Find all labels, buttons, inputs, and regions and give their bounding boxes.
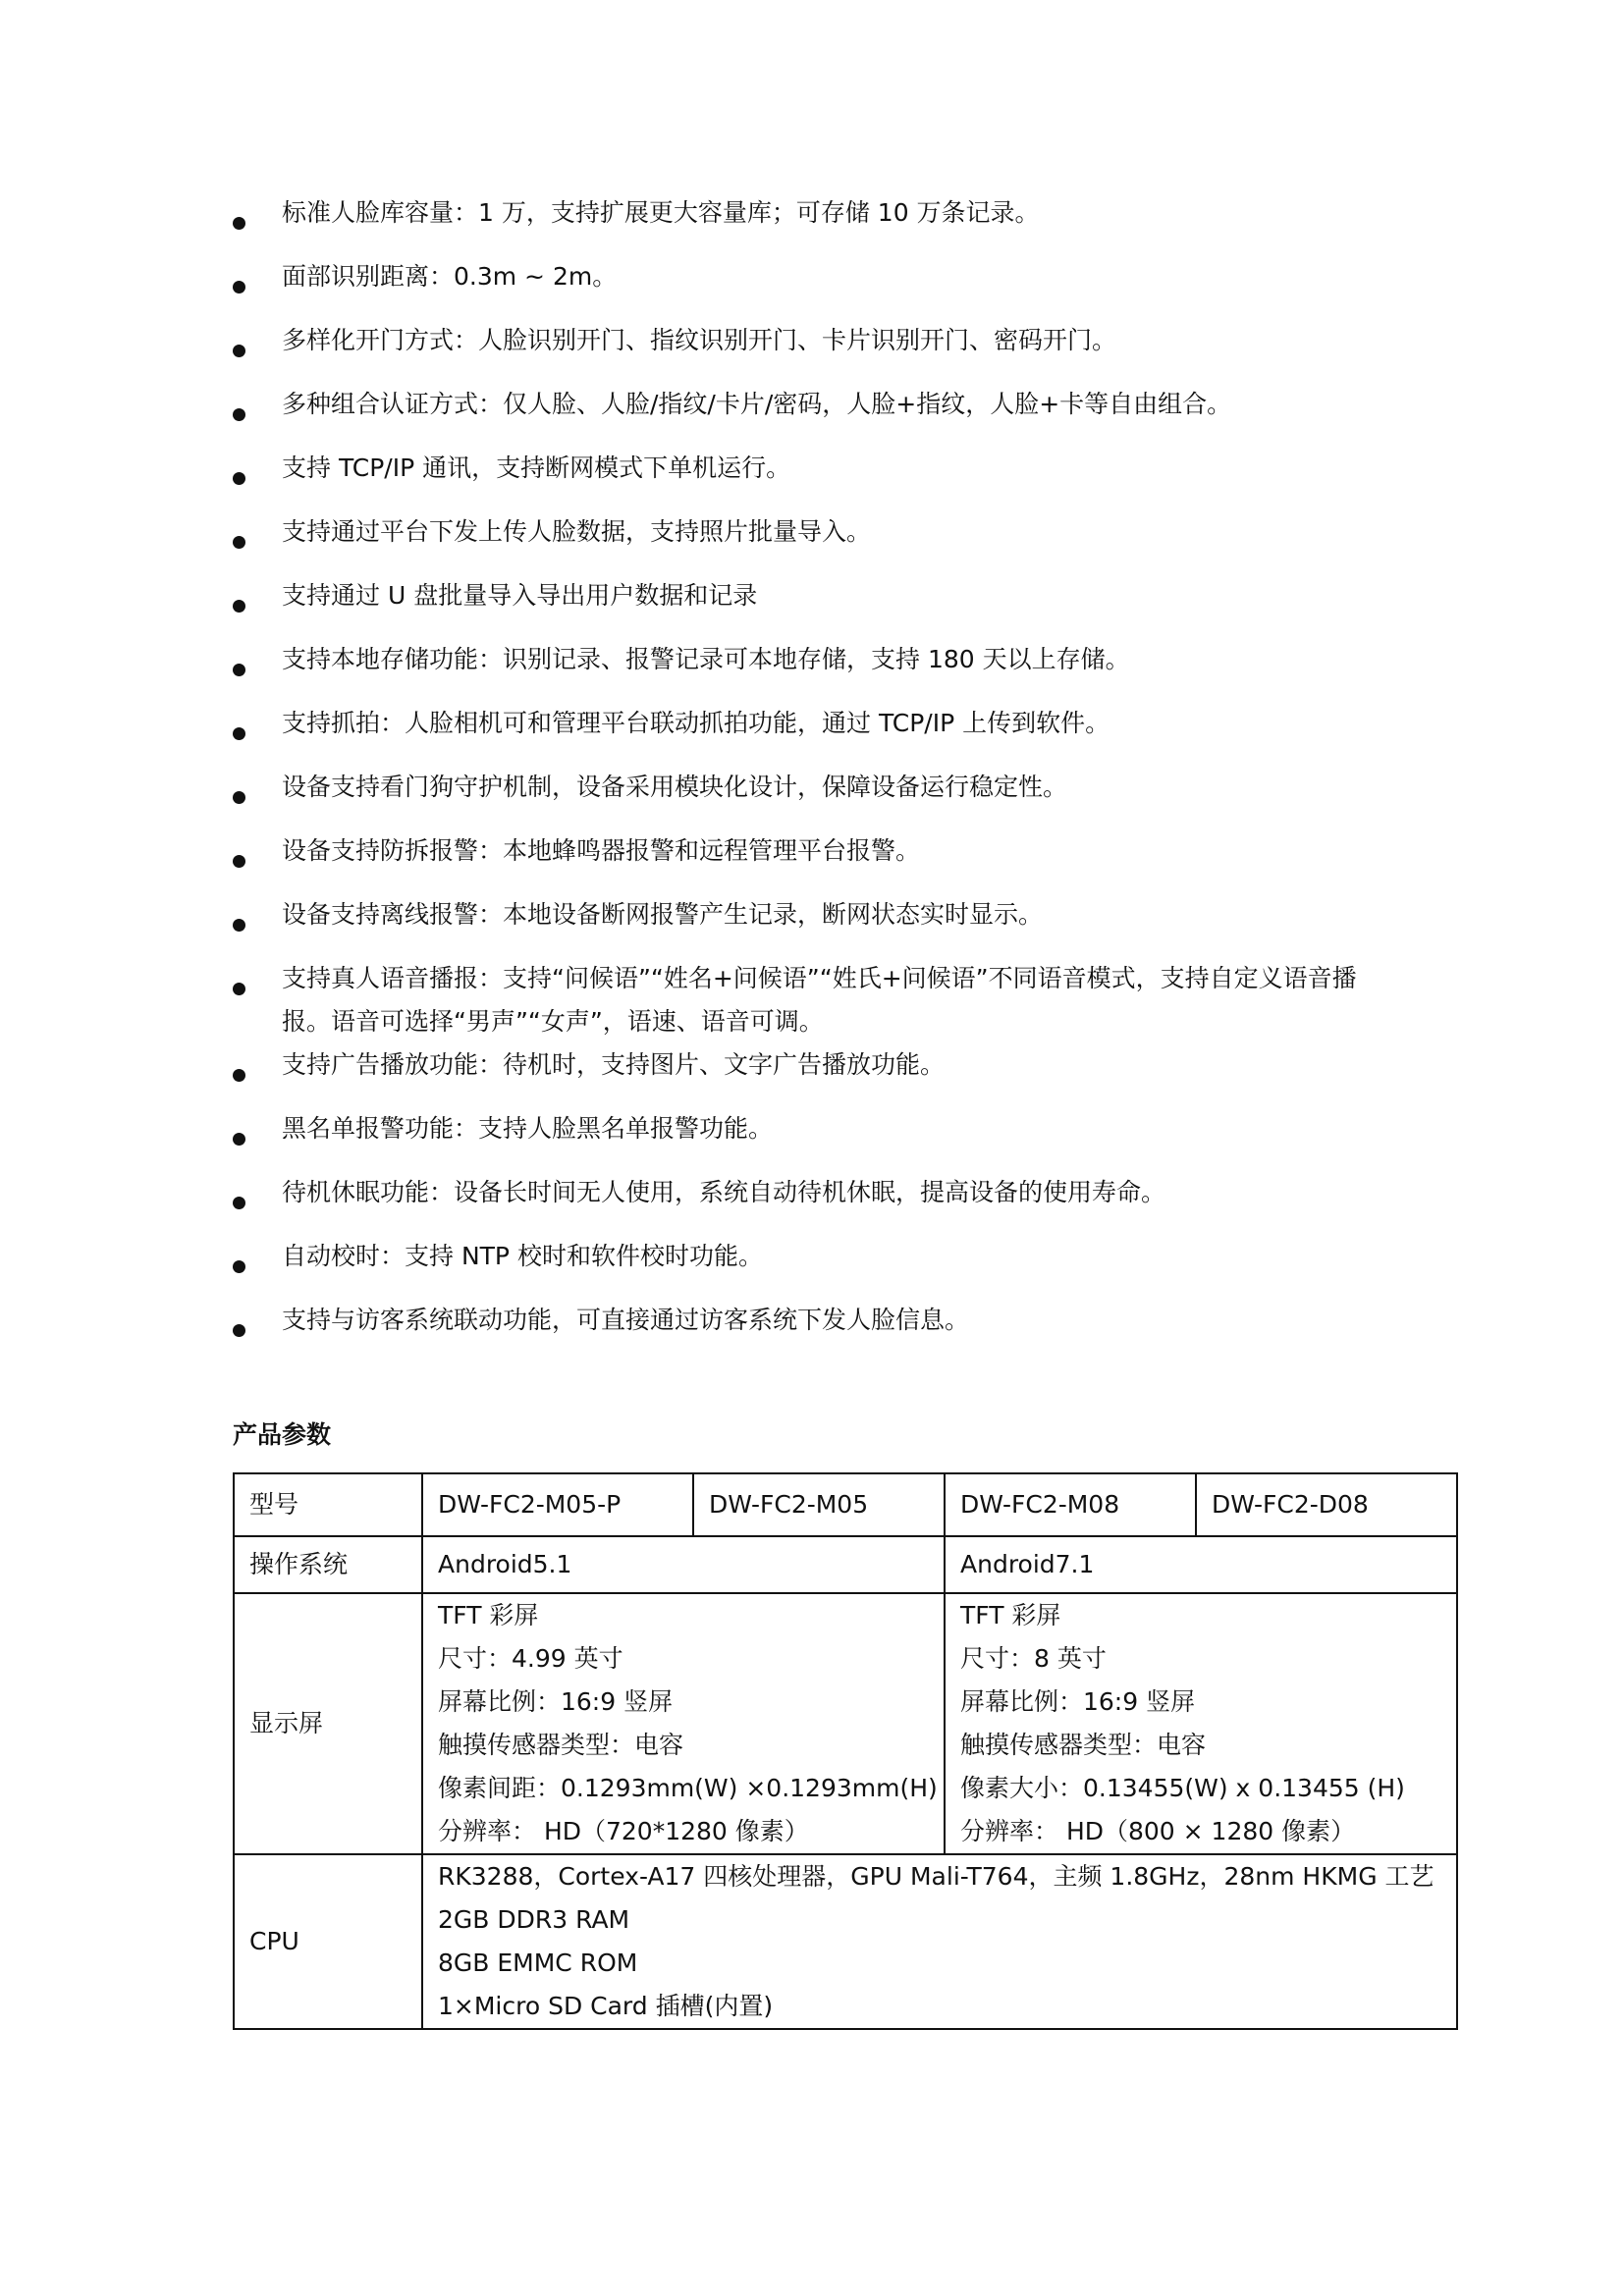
- feature-text: 多样化开门方式：人脸识别开门、指纹识别开门、卡片识别开门、密码开门。: [282, 326, 1117, 354]
- feature-text: 支持抓拍：人脸相机可和管理平台联动抓拍功能，通过 TCP/IP 上传到软件。: [282, 709, 1110, 737]
- spec-line: 分辨率： HD（800 × 1280 像素）: [960, 1817, 1356, 1845]
- feature-text: 设备支持离线报警：本地设备断网报警产生记录，断网状态实时显示。: [282, 900, 1044, 929]
- bullet-icon: [233, 217, 245, 230]
- feature-text: 多种组合认证方式：仅人脸、人脸/指纹/卡片/密码，人脸+指纹，人脸+卡等自由组合。: [282, 390, 1232, 418]
- bullet-icon: [233, 919, 245, 932]
- spec-line: 1×Micro SD Card 插槽(内置): [438, 1992, 774, 2020]
- display-spec-a: [422, 1593, 945, 1854]
- feature-item: [233, 383, 1460, 447]
- feature-item: [233, 319, 1460, 383]
- feature-text: 面部识别距离：0.3m ~ 2m。: [282, 262, 618, 291]
- feature-text: 设备支持看门狗守护机制，设备采用模块化设计，保障设备运行稳定性。: [282, 773, 1068, 801]
- feature-text: 支持真人语音播报：支持“问候语”“姓名+问候语”“姓氏+问候语”不同语音模式，支持自定义语音播: [282, 964, 1357, 992]
- spec-line: 8GB EMMC ROM: [438, 1949, 638, 1977]
- bullet-icon: [233, 983, 245, 995]
- bullet-icon: [233, 727, 245, 740]
- spec-line: 像素大小：0.13455(W) x 0.13455 (H): [960, 1774, 1405, 1802]
- bullet-icon: [233, 1133, 245, 1146]
- cpu-label: CPU: [234, 1854, 422, 2029]
- feature-text: 标准人脸库容量：1 万，支持扩展更大容量库；可存储 10 万条记录。: [282, 198, 1040, 227]
- feature-item: [233, 1171, 1460, 1235]
- spec-line: 尺寸：8 英寸: [960, 1644, 1107, 1673]
- feature-text: 设备支持防拆报警：本地蜂鸣器报警和远程管理平台报警。: [282, 836, 921, 865]
- feature-item: [233, 766, 1460, 829]
- bullet-icon: [233, 472, 245, 485]
- feature-text: 支持通过平台下发上传人脸数据，支持照片批量导入。: [282, 517, 872, 546]
- os-label: 操作系统: [234, 1536, 422, 1593]
- feature-text: 支持广告播放功能：待机时，支持图片、文字广告播放功能。: [282, 1050, 946, 1079]
- bullet-icon: [233, 1260, 245, 1273]
- feature-text: 支持本地存储功能：识别记录、报警记录可本地存储，支持 180 天以上存储。: [282, 645, 1130, 673]
- feature-item: [233, 638, 1460, 702]
- cpu-spec: [422, 1854, 1457, 2029]
- feature-item: [233, 1299, 1460, 1362]
- model-cell: DW-FC2-M05-P: [422, 1473, 693, 1536]
- feature-text: 自动校时：支持 NTP 校时和软件校时功能。: [282, 1242, 763, 1270]
- bullet-icon: [233, 600, 245, 613]
- cpu-row: [234, 1854, 1457, 2029]
- feature-text: 支持与访客系统联动功能，可直接通过访客系统下发人脸信息。: [282, 1306, 970, 1334]
- model-cell: DW-FC2-M08: [945, 1473, 1196, 1536]
- bullet-icon: [233, 1197, 245, 1209]
- feature-list: [233, 191, 1460, 1362]
- feature-item: [233, 255, 1460, 319]
- feature-text: 支持 TCP/IP 通讯，支持断网模式下单机运行。: [282, 454, 791, 482]
- bullet-icon: [233, 281, 245, 294]
- model-cell: DW-FC2-M05: [693, 1473, 945, 1536]
- section-title: 产品参数: [233, 1420, 332, 1449]
- bullet-icon: [233, 1069, 245, 1082]
- feature-item: [233, 1043, 1460, 1107]
- spec-line: 屏幕比例：16:9 竖屏: [438, 1687, 674, 1716]
- feature-text: 黑名单报警功能：支持人脸黑名单报警功能。: [282, 1114, 774, 1143]
- feature-item: [233, 1107, 1460, 1171]
- spec-line: TFT 彩屏: [438, 1601, 539, 1629]
- bullet-icon: [233, 408, 245, 421]
- feature-item: [233, 893, 1460, 957]
- feature-item: [233, 447, 1460, 510]
- feature-item: [233, 957, 1460, 1043]
- feature-item: [233, 574, 1460, 638]
- feature-item: [233, 1235, 1460, 1299]
- spec-table: [233, 1472, 1458, 2030]
- feature-item: [233, 702, 1460, 766]
- bullet-icon: [233, 791, 245, 804]
- model-label: 型号: [234, 1473, 422, 1536]
- os-value: Android5.1: [422, 1536, 945, 1593]
- spec-line: 尺寸：4.99 英寸: [438, 1644, 623, 1673]
- bullet-icon: [233, 345, 245, 357]
- feature-text: 报。语音可选择“男声”“女声”，语速、语音可调。: [282, 1007, 824, 1036]
- bullet-icon: [233, 855, 245, 868]
- feature-text: 待机休眠功能：设备长时间无人使用，系统自动待机休眠，提高设备的使用寿命。: [282, 1178, 1166, 1206]
- spec-line: 像素间距：0.1293mm(W) ×0.1293mm(H): [438, 1774, 938, 1802]
- spec-line: RK3288，Cortex-A17 四核处理器，GPU Mali-T764，主频 1.8GHz，28nm HKMG 工艺: [438, 1862, 1435, 1891]
- feature-text: 支持通过 U 盘批量导入导出用户数据和记录: [282, 581, 758, 610]
- bullet-icon: [233, 1324, 245, 1337]
- display-label: 显示屏: [234, 1593, 422, 1854]
- bullet-icon: [233, 536, 245, 549]
- display-spec-b: [945, 1593, 1457, 1854]
- model-cell: DW-FC2-D08: [1196, 1473, 1457, 1536]
- feature-item: [233, 510, 1460, 574]
- feature-item: [233, 191, 1460, 255]
- display-row: [234, 1593, 1457, 1854]
- spec-line: 2GB DDR3 RAM: [438, 1905, 630, 1934]
- bullet-icon: [233, 664, 245, 676]
- os-row: [234, 1536, 1457, 1593]
- spec-line: TFT 彩屏: [960, 1601, 1061, 1629]
- spec-line: 触摸传感器类型：电容: [960, 1731, 1207, 1759]
- spec-line: 屏幕比例：16:9 竖屏: [960, 1687, 1196, 1716]
- spec-line: 分辨率： HD（720*1280 像素）: [438, 1817, 809, 1845]
- spec-line: 触摸传感器类型：电容: [438, 1731, 684, 1759]
- feature-item: [233, 829, 1460, 893]
- os-value: Android7.1: [945, 1536, 1457, 1593]
- model-row: [234, 1473, 1457, 1536]
